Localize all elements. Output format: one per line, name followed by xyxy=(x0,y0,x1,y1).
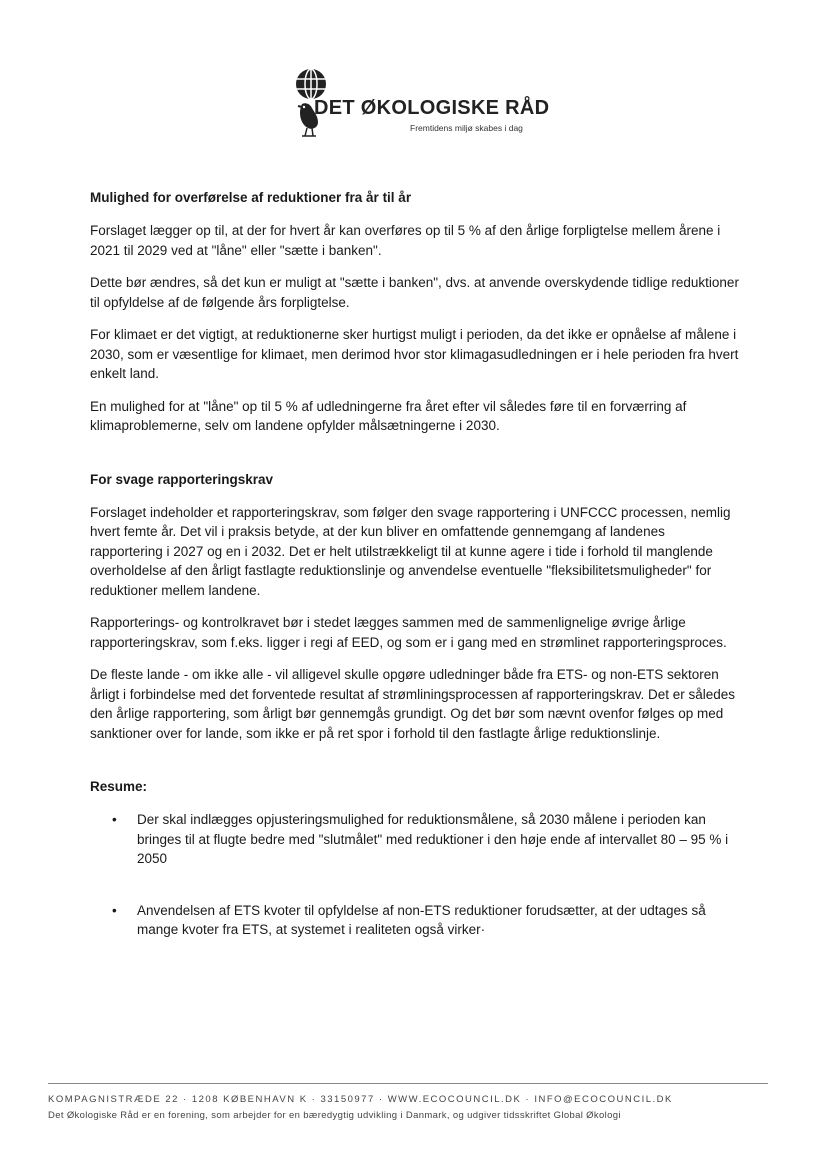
document-body xyxy=(90,190,740,972)
section-transfer-reductions xyxy=(90,190,740,436)
bullet-icon: • xyxy=(112,812,117,827)
paragraph: Rapporterings- og kontrolkravet bør i stedet lægges sammen med de sammenlignelige øvrige årlige rapporteringskrav, som f.eks. ligger i regi af EED, og som er i gang med en strømlinet rapporteringsproces. xyxy=(90,615,727,650)
section-heading: Mulighed for overførelse af reduktioner fra år til år xyxy=(90,190,412,205)
section-reporting-requirements xyxy=(90,472,740,744)
org-name: DET ØKOLOGISKE RÅD xyxy=(314,97,550,119)
footer-divider xyxy=(48,1083,768,1084)
organization-logo xyxy=(292,66,552,138)
paragraph: De fleste lande - om ikke alle - vil alligevel skulle opgøre udledninger både fra ETS- og non-ETS sektoren årligt i forbindelse med det forventede resultat af strømliningsprocessen af rapporteringskrav. Det er således den årlige rapportering, som årligt bør gennemgås grundigt. Og det bør som nævnt ovenfor følges op med sanktioner over for lande, som ikke er på ret spor i forhold til den fastlagte årlige reduktionslinje. xyxy=(90,667,736,741)
org-tagline: Fremtidens miljø skabes i dag xyxy=(410,123,523,133)
footer-description: Det Økologiske Råd er en forening, som arbejder for en bæredygtig udvikling i Danmark, og udgiver tidsskriftet Global Økologi xyxy=(48,1110,621,1121)
section-heading: For svage rapporteringskrav xyxy=(90,471,274,487)
paragraph: En mulighed for at "låne" op til 5 % af udledningerne fra året efter vil således føre til en forværring af klimaproblemerne, selv om landene opfylder målsætningerne i 2030. xyxy=(90,398,687,433)
paragraph: For klimaet er det vigtigt, at reduktionerne sker hurtigst muligt i perioden, da det ikke er opnåelse af målene i 2030, som er væsentlige for klimaet, men derimod hvor stor klimagasudledningen er i hele perioden fra hvert enkelt land. xyxy=(90,327,739,381)
paragraph: Forslaget indeholder et rapporteringskrav, som følger den svage rapportering i UNFCCC processen, nemlig hvert femte år. Det vil i praksis betyde, at der kun bliver en omfattende gennemgang af landenes rapportering i 2027 og en i 2032. Det er helt utilstrækkeligt til at kunne agere i tide i forhold til manglende overholdelse af den årligt fastlagte reduktionslinje og anvendelse eventuelle "fleksibilitetsmuligheder" for reduktioner mellem landene. xyxy=(90,504,731,598)
list-item xyxy=(90,810,740,869)
section-resume xyxy=(90,779,740,940)
section-heading: Resume: xyxy=(90,779,148,794)
list-item-text: Anvendelsen af ETS kvoter til opfyldelse af non-ETS reduktioner forudsætter, at der udtages så mange kvoter fra ETS, at systemet i realiteten også virker· xyxy=(137,902,706,937)
list-item-text: Der skal indlægges opjusteringsmulighed for reduktionsmålene, så 2030 målene i perioden kan bringes til at flugte bedre med "slutmålet" med reduktioner i den høje ende af intervallet 80 – 95 % i 2050 xyxy=(137,812,729,866)
paragraph: Dette bør ændres, så det kun er muligt at "sætte i banken", dvs. at anvende overskydende tidlige reduktioner til opfyldelse af de følgende års forpligtelse. xyxy=(90,275,739,310)
list-item xyxy=(90,901,740,940)
footer-address: KOMPAGNISTRÆDE 22 · 1208 KØBENHAVN K · 33150977 · WWW.ECOCOUNCIL.DK · INFO@ECOCOUNCIL.DK xyxy=(48,1094,673,1105)
resume-list xyxy=(90,810,740,940)
paragraph: Forslaget lægger op til, at der for hvert år kan overføres op til 5 % af den årlige forpligtelse mellem årene i 2021 til 2029 ved at "låne" eller "sætte i banken". xyxy=(90,223,721,258)
bullet-icon: • xyxy=(112,902,117,918)
